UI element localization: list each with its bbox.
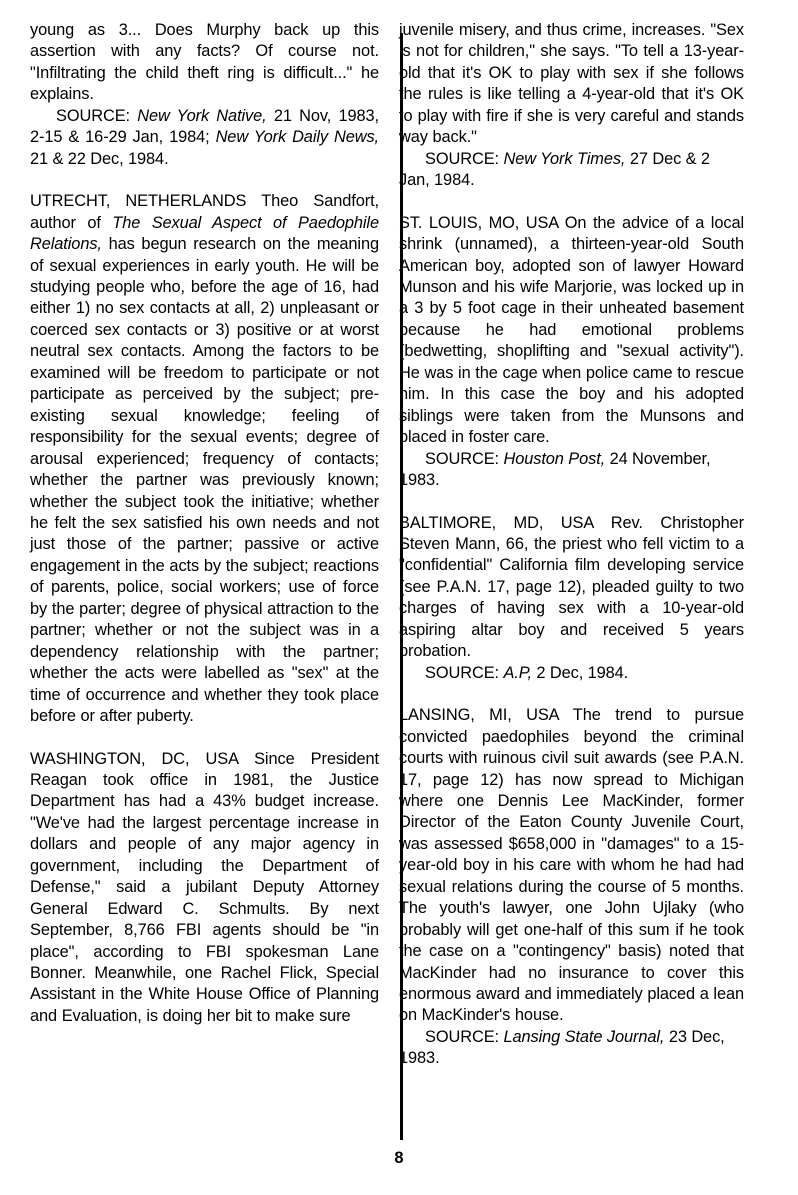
story-body: [30, 191, 379, 727]
story-dateline: WASHINGTON, DC, USA: [30, 749, 239, 768]
story-dateline: LANSING, MI, USA: [399, 706, 559, 725]
story-dateline: UTRECHT, NETHERLANDS: [30, 192, 247, 211]
story-dateline: BALTIMORE, MD, USA: [399, 513, 594, 532]
page-number: 8: [394, 1149, 404, 1167]
source-label: SOURCE:: [425, 449, 499, 468]
two-column-text-area: [30, 20, 768, 1140]
story-source: [399, 1027, 744, 1070]
source-citation: New York Native, 21 Nov, 1983, 2-15 & 16-29 Jan, 1984; New York Daily News, 21 & 22 Dec, 1984.: [30, 106, 380, 168]
story-body-text: The trend to pursue convicted paedophiles beyond the criminal courts with ruinous civil suit awards (see P.A.N. 17, page 12) has now spread to Michigan where one Dennis Lee MacKinder, former Director of the Eaton County Juvenile Court, was assessed $658,000 in "damages" to a 15-year-old boy in his care with whom he had had sexual relations during the course of 5 months. The youth's lawyer, one John Ujlaky (who probably will get one-half of this sum if he took the case on a "contingency" basis) noted that MacKinder had no insurance to cover this enormous award and immediately placed a lean on MacKinder's house.: [399, 706, 745, 1025]
story-lansing-mi: [399, 705, 744, 1070]
source-citation: A.P, 2 Dec, 1984.: [503, 663, 629, 682]
story-source: [399, 663, 744, 684]
story-source: [399, 149, 744, 192]
story-source: [399, 449, 744, 492]
story-washington-dc: [30, 749, 379, 1028]
story-body: [399, 213, 744, 449]
story-body: young as 3... Does Murphy back up this assertion with any facts? Of course not. "Infiltrating the child theft ring is difficult..." he explains.: [30, 21, 379, 104]
story-source: [30, 106, 379, 170]
story-body-text: Since President Reagan took office in 1981, the Justice Department has had a 43% budget increase. "We've had the largest percentage increase in dollars and people of any major agency in government, including the Department of Defense," said a jubilant Deputy Attorney General Edward C. Schmults. By next September, 8,766 FBI agents should be "in place", according to FBI spokesman Lane Bonner. Meanwhile, one Rachel Flick, Special Assistant in the White House Office of Planning and Evaluation, is doing her bit to make sure: [30, 749, 379, 1025]
story-body-text: Rev. Christopher Steven Mann, 66, the priest who fell victim to a "confidential" California film developing service (see P.A.N. 17, page 12), pleaded guilty to two charges of having sex with a 10-year-old aspiring altar boy and received 5 years probation.: [399, 513, 744, 661]
source-citation: Lansing State Journal, 23 Dec, 1983.: [399, 1027, 725, 1068]
source-citation: New York Times, 27 Dec & 2 Jan, 1984.: [399, 149, 710, 190]
story-body-text: On the advice of a local shrink (unnamed), a thirteen-year-old South American boy, adopted son of lawyer Howard Munson and his wife Marjorie, was locked up in a 3 by 5 foot cage in their unheated basement because he had emotional problems (bedwetting, shoplifting and "sexual activity"). He was in the cage when police came to rescue him. In this case the boy and his adopted siblings were taken from the Munsons and placed in foster care.: [399, 213, 744, 447]
left-text-column: [30, 20, 387, 1027]
story-body: juvenile misery, and thus crime, increases. "Sex is not for children," she says. "To tell a 13-year-old that it's OK to play with sex if she follows the rules is like telling a 4-year-old that it's OK to play with fire if she is very careful and stands way back.": [399, 21, 744, 147]
story-nyt-continuation: [399, 20, 744, 192]
story-body-text: Theo Sandfort, author of The Sexual Aspect of Paedophile Relations, has begun research on the meaning of sexual experiences in early youth. He will be studying people who, before the age of 16, had either 1) no sex contacts at all, 2) unpleasant or coerced sex contacts or 3) positive or at worst neutral sex contacts. Among the factors to be examined will be freedom to participate or not participate as perceived by the subject; pre-existing sexual knowledge; feeling of responsibility for the sexual events; degree of arousal experienced; frequency of contacts; whether the partner was previously known; whether the subject took the initiative; whether he felt the sex satisfied his own needs and not just those of the partner; passive or active engagement in the acts by the subject; reactions of parents, police, social workers; use of force by the parter; degree of physical attraction to the partner; whether or not the subject was in a dependency relationship with the partner; whether the acts were labelled as "sex" at the time of occurrence and whether they took place before or after puberty.: [30, 192, 379, 726]
story-utrecht-netherlands: [30, 191, 379, 727]
source-label: SOURCE:: [425, 149, 499, 168]
story-body: [30, 749, 379, 1028]
story-murphy-continuation: [30, 20, 379, 170]
source-citation: Houston Post, 24 November, 1983.: [399, 449, 711, 490]
source-label: SOURCE:: [56, 106, 130, 125]
right-text-column: [387, 20, 744, 1070]
story-st-louis-mo: [399, 213, 744, 492]
story-body: [399, 513, 744, 663]
story-baltimore-md: [399, 513, 744, 685]
story-body: [399, 705, 744, 1027]
source-label: SOURCE:: [425, 1027, 499, 1046]
story-dateline: ST. LOUIS, MO, USA: [399, 213, 559, 232]
source-label: SOURCE:: [425, 663, 499, 682]
